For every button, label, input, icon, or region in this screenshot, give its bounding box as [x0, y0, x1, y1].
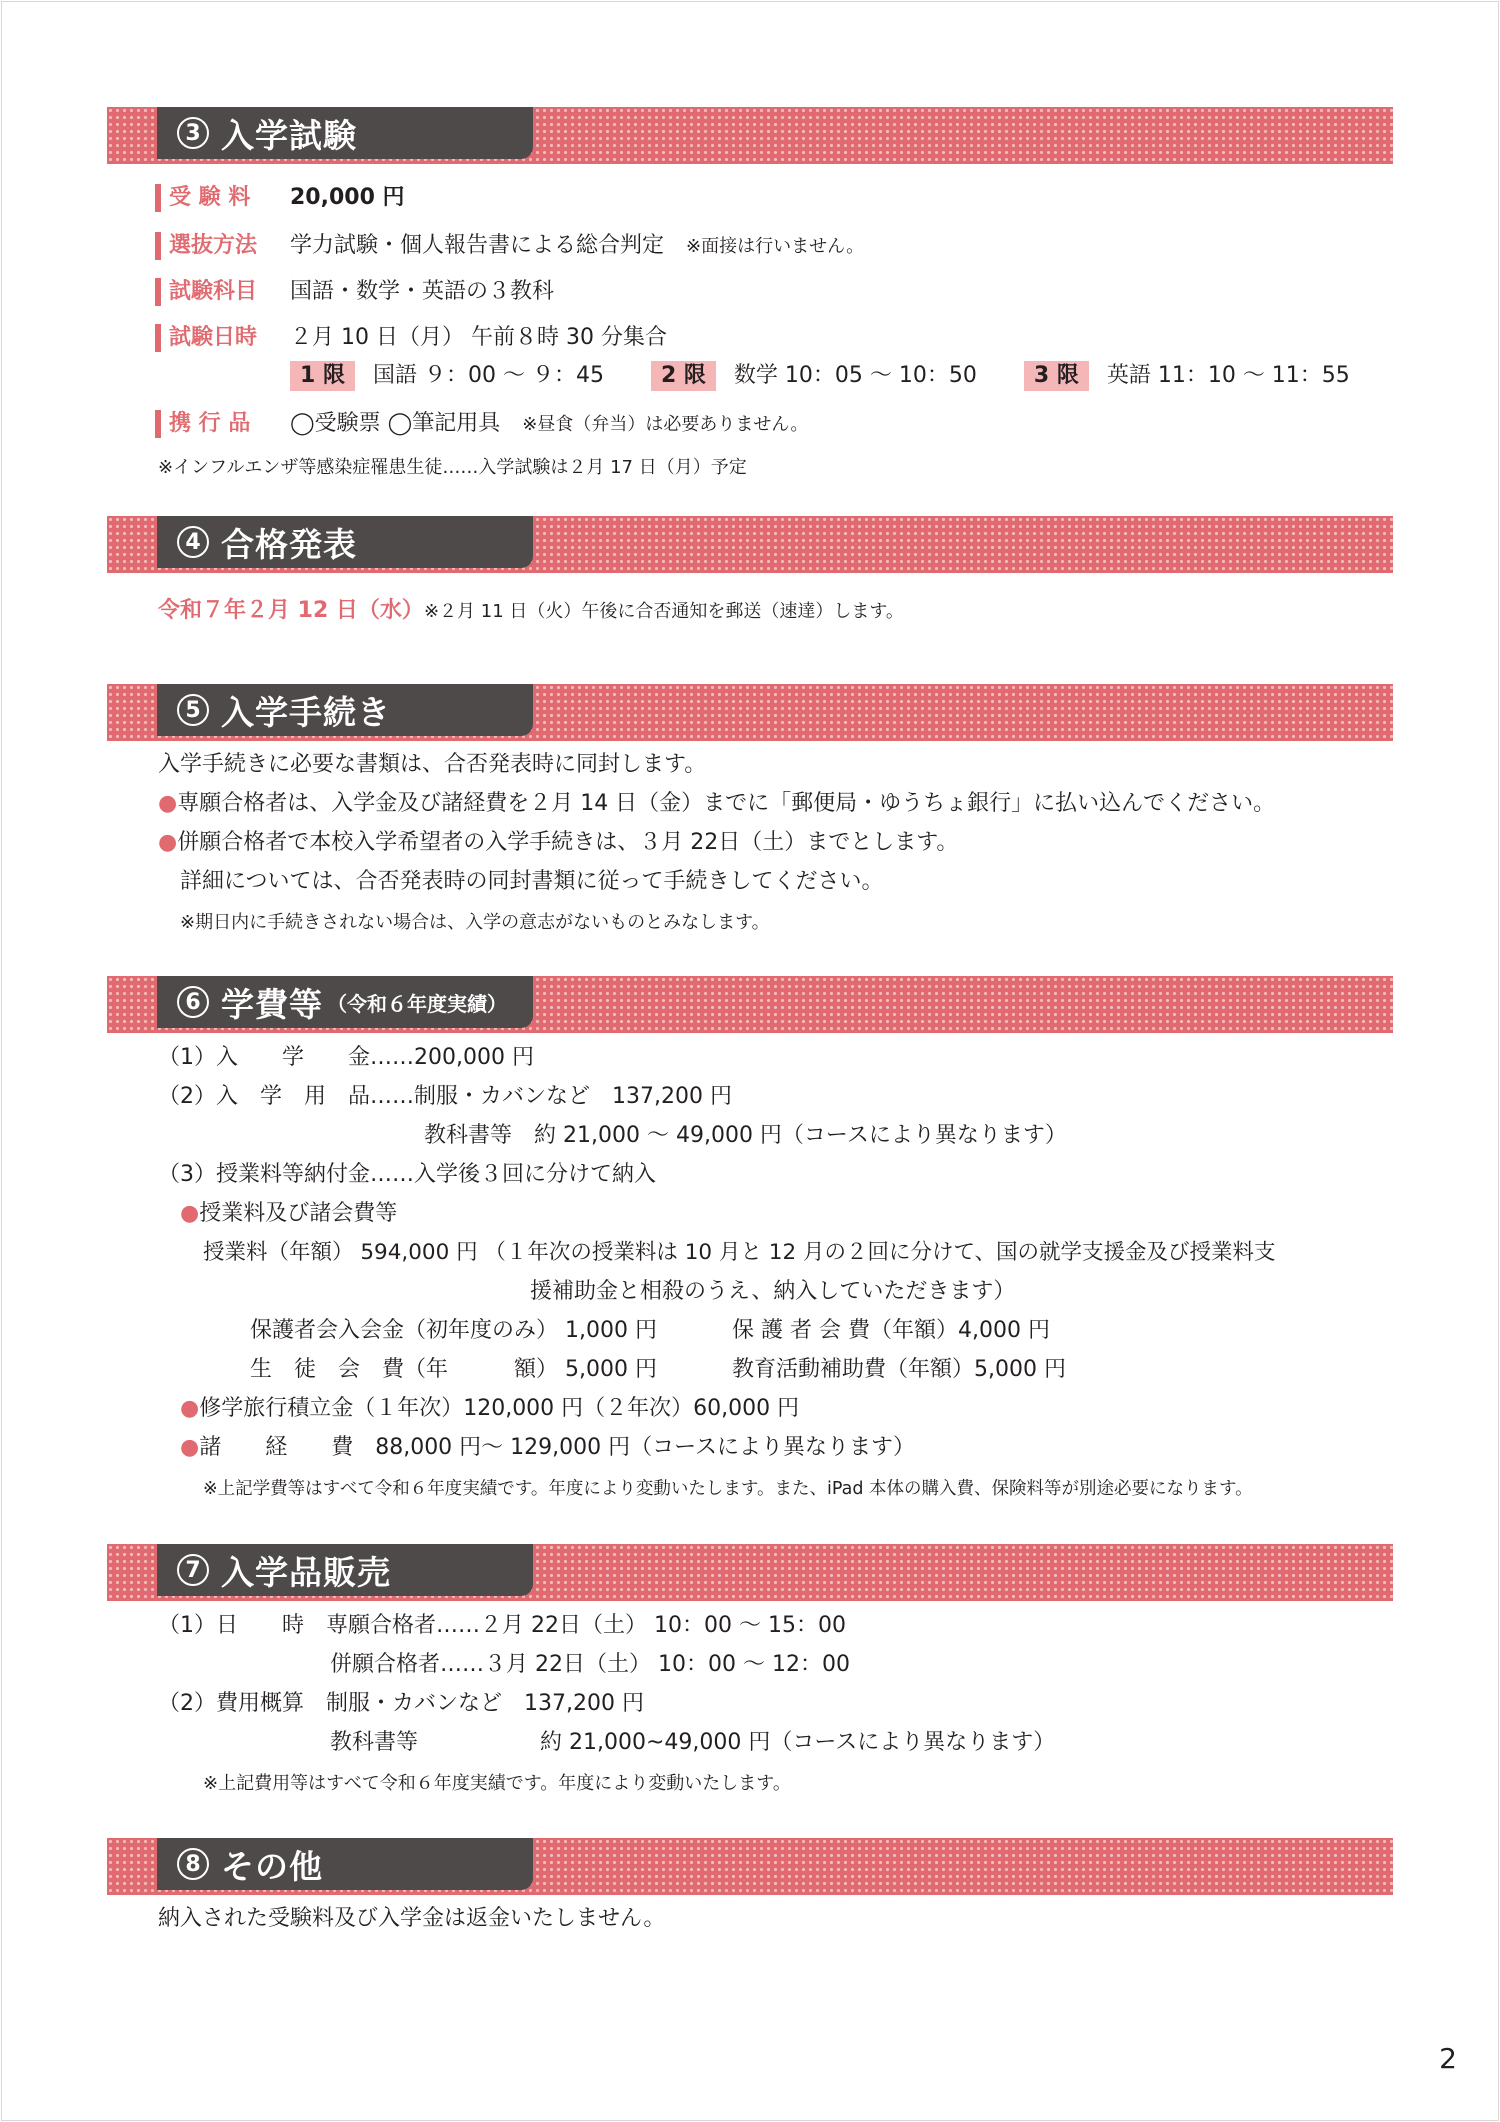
fees-bullet-2	[180, 1394, 799, 1424]
items-note: ※昼食（弁当）は必要ありません。	[522, 414, 809, 435]
bullet-text: 授業料及び諸会費等	[199, 1201, 398, 1226]
fees-line-3: （3）授業料等納付金……入学後３回に分けて納入	[158, 1162, 656, 1187]
announcement-note: ※２月 11 日（火）午後に合否通知を郵送（速達）します。	[423, 601, 904, 622]
period-2-tag: 2 限	[651, 361, 716, 391]
fees-line-2: （2）入 学 用 品……制服・カバンなど 137,200 円	[158, 1084, 732, 1109]
section-title: 学費等	[221, 984, 323, 1024]
bullet-icon: ●	[180, 1396, 200, 1421]
section-number: 6	[177, 986, 209, 1018]
section-tab	[157, 107, 533, 159]
section-tab	[157, 976, 533, 1028]
section-tab	[157, 516, 533, 568]
sales-note: ※上記費用等はすべて令和６年度実績です。年度により変動いたします。	[203, 1773, 791, 1794]
period-1-tag: 1 限	[290, 361, 355, 391]
exam-method-label: 選抜方法	[155, 232, 257, 260]
items-text: ◯受験票 ◯筆記用具	[290, 411, 501, 436]
exam-items-value	[290, 409, 808, 440]
section-number: 8	[177, 1848, 209, 1880]
section-tab	[157, 1838, 533, 1890]
section-number: 4	[177, 526, 209, 558]
bullet-text: 修学旅行積立金（１年次）120,000 円（２年次）60,000 円	[199, 1396, 800, 1421]
section-title: 合格発表	[221, 524, 357, 564]
page-number: 2	[1439, 2042, 1457, 2075]
fees-row-2b: 教育活動補助費（年額）5,000 円	[732, 1357, 1066, 1382]
exam-method-value	[290, 231, 864, 262]
method-note: ※面接は行いません。	[686, 236, 865, 257]
sales-line-2b-label: 教科書等	[330, 1730, 419, 1755]
exam-subjects-value: 国語・数学・英語の３教科	[290, 279, 555, 304]
other-line: 納入された受験料及び入学金は返金いたしません。	[158, 1906, 666, 1931]
exam-date-value: ２月 10 日（月） 午前８時 30 分集合	[290, 325, 667, 350]
method-text: 学力試験・個人報告書による総合判定	[290, 233, 665, 258]
section-tab	[157, 684, 533, 736]
fees-bullet-1	[180, 1199, 397, 1229]
section-title: 入学試験	[221, 115, 357, 155]
bullet-icon: ●	[180, 1435, 200, 1460]
section-header-fees	[107, 976, 1393, 1033]
bullet-icon: ●	[180, 1201, 200, 1226]
section-number: 7	[177, 1554, 209, 1586]
announcement-date: 令和７年２月 12 日（水）	[158, 598, 424, 623]
announcement-line	[158, 596, 904, 627]
bullet-text: 専願合格者は、入学金及び諸経費を２月 14 日（金）までに「郵便局・ゆうちょ銀行」に払い込んでください。	[177, 791, 1276, 816]
section-number: 3	[177, 117, 209, 149]
sales-line-1b: 併願合格者……３月 22日（土） 10：00 ～ 12：00	[330, 1652, 850, 1677]
section-header-exam	[107, 107, 1393, 164]
section-header-announcement	[107, 516, 1393, 573]
exam-subjects-label: 試験科目	[155, 278, 257, 306]
fees-note: ※上記学費等はすべて令和６年度実績です。年度により変動いたします。また、iPad 本体の購入費、保険料等が別途必要になります。	[203, 1479, 1253, 1499]
fees-row-2a: 生 徒 会 費（年 額） 5,000 円	[250, 1357, 657, 1382]
fees-bullet-3	[180, 1433, 915, 1463]
exam-fee-value: 20,000 円	[290, 185, 405, 210]
procedure-line-1: 入学手続きに必要な書類は、合否発表時に同封します。	[158, 752, 707, 777]
bullet-text: 諸 経 費 88,000 円～ 129,000 円（コースにより異なります）	[199, 1435, 916, 1460]
procedure-bullet-2	[158, 828, 958, 858]
sales-line-1: （1）日 時 専願合格者……２月 22日（土） 10：00 ～ 15：00	[158, 1613, 846, 1638]
fees-row-1a: 保護者会入会金（初年度のみ） 1,000 円	[250, 1318, 657, 1343]
sales-line-2b-value: 約 21,000~49,000 円（コースにより異なります）	[540, 1730, 1056, 1755]
bullet-icon: ●	[158, 830, 178, 855]
exam-date-label: 試験日時	[155, 324, 257, 352]
procedure-bullet-1	[158, 789, 1275, 819]
section-number: 5	[177, 694, 209, 726]
sales-line-2: （2）費用概算 制服・カバンなど 137,200 円	[158, 1691, 644, 1716]
period-3-tag: 3 限	[1024, 361, 1089, 391]
section-tab	[157, 1544, 533, 1596]
fees-line-2b: 教科書等 約 21,000 ～ 49,000 円（コースにより異なります）	[424, 1123, 1067, 1148]
section-title: その他	[221, 1846, 323, 1886]
fees-tuition: 授業料（年額） 594,000 円 （１年次の授業料は 10 月と 12 月の２回に分けて、国の就学支援金及び授業料支	[203, 1240, 1276, 1265]
fees-row-1b: 保 護 者 会 費（年額）4,000 円	[732, 1318, 1050, 1343]
bullet-icon: ●	[158, 791, 178, 816]
fees-tuition-2: 援補助金と相殺のうえ、納入していただきます）	[530, 1279, 1016, 1304]
exam-items-label: 携 行 品	[155, 410, 250, 438]
section-header-procedure	[107, 684, 1393, 741]
flu-note: ※インフルエンザ等感染症罹患生徒……入学試験は２月 17 日（月）予定	[158, 457, 747, 478]
period-3-text: 英語 11：10 ～ 11：55	[1106, 363, 1350, 388]
period-2-text: 数学 10：05 ～ 10：50	[733, 363, 977, 388]
section-header-other	[107, 1838, 1393, 1895]
section-title: 入学手続き	[221, 692, 391, 732]
section-title: 入学品販売	[221, 1552, 391, 1592]
section-header-sales	[107, 1544, 1393, 1601]
exam-fee-label: 受 験 料	[155, 184, 250, 212]
fees-line-1: （1）入 学 金……200,000 円	[158, 1045, 534, 1070]
procedure-line-2: 詳細については、合否発表時の同封書類に従って手続きしてください。	[180, 869, 884, 894]
bullet-text: 併願合格者で本校入学希望者の入学手続きは、３月 22日（土）までとします。	[177, 830, 959, 855]
procedure-note: ※期日内に手続きされない場合は、入学の意志がないものとみなします。	[180, 912, 770, 933]
section-subtitle: （令和６年度実績）	[327, 991, 507, 1016]
period-1-text: 国語 ９：00 ～ ９：45	[372, 363, 604, 388]
exam-periods	[290, 361, 1350, 391]
